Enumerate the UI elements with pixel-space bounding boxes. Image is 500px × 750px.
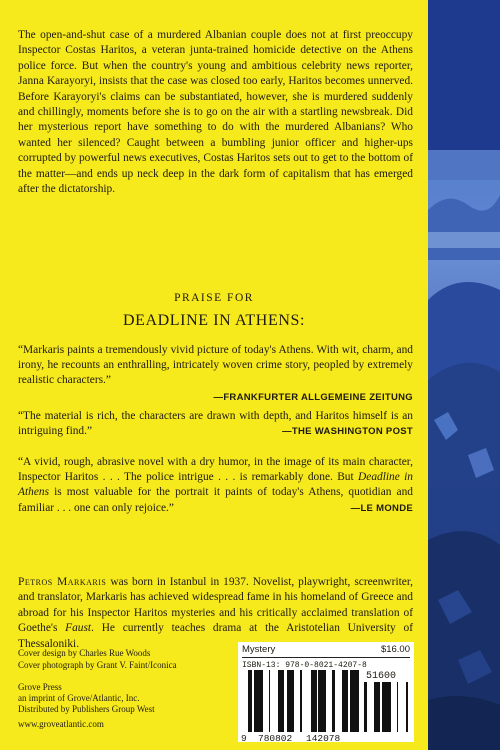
publisher-info xyxy=(18,682,155,715)
barcode-bar xyxy=(385,682,386,732)
barcode-bar xyxy=(288,670,290,732)
barcode-bar xyxy=(248,670,251,732)
praise-book-title: DEADLINE IN ATHENS: xyxy=(122,312,306,329)
faust-title: Faust xyxy=(65,622,92,635)
review-source: —LE MONDE xyxy=(350,502,413,514)
barcode-bar xyxy=(258,670,260,732)
review-quote-text-cont: is most valuable for the portrait it paints of today's Athens, quotidian and familiar . . . one can only rejoice.” xyxy=(18,486,413,514)
barcode-bar xyxy=(320,670,323,732)
praise-heading: PRAISE FOR xyxy=(174,292,254,304)
barcode-bar xyxy=(312,670,314,732)
barcode-bar xyxy=(376,682,379,732)
barcode-bar xyxy=(257,670,258,732)
review-quote-text: “A vivid, rough, abrasive novel with a dry humor, in the image of its main character, Inspector Haritos . . . The police intrigue . . . is remarkably done. But xyxy=(18,456,413,484)
barcode-bar xyxy=(290,670,293,732)
author-bio-text-end: . He currently teaches drama at the Aristotelian University of Thessaloniki. xyxy=(18,622,413,650)
barcode-bar xyxy=(269,670,270,732)
synopsis-paragraph: The open-and-shut case of a murdered Albanian couple does not at first preoccupy Inspector Costas Haritos, a veteran junta-trained homicide detective on the Athens police force. But when the country's young and ambitious celebrity news reporter, Janna Karayoryi, insists that the case was closed too early, Haritos becomes unnerved. Before Karayoryi's claims can be substantiated, however, she is murdered suddenly and chillingly, moments before she is to go on the air with a startling newsbreak. Did her mysterious report have something to do with the murdered Albanians? Who wanted her silenced? Caught between a bumbling junior officer and higher-ups corrupted by powerful news executives, Costas Haritos sets out to get to the bottom of the matter—and ends up neck deep in the dark form of capitalism that has emerged after the dictatorship. xyxy=(18,29,413,196)
barcode-bar xyxy=(374,682,376,732)
barcode-bar xyxy=(342,670,344,732)
barcode-bar xyxy=(278,670,281,732)
barcode-bar xyxy=(397,682,398,732)
barcode-bar xyxy=(281,670,282,732)
publisher-distributor: Distributed by Publishers Group West xyxy=(18,704,155,714)
barcode-bar xyxy=(386,682,388,732)
barcode-bar xyxy=(293,670,294,732)
barcode-bar xyxy=(323,670,324,732)
review-quote-text: “The material is rich, the characters are drawn with depth, and Haritos himself is an intriguing find.” xyxy=(18,410,413,438)
barcode-bar xyxy=(344,670,347,732)
author-name: Petros Markaris xyxy=(18,576,107,588)
review-quote-2 xyxy=(18,409,413,439)
barcode-bar xyxy=(379,682,380,732)
cover-credits xyxy=(18,648,177,671)
cover-design-credit: Cover design by Charles Rue Woods xyxy=(18,648,151,658)
price-label: $16.00 xyxy=(380,644,410,655)
book-title-italic: Deadline in Athens xyxy=(18,471,414,499)
barcode-digits-left: 780802 xyxy=(258,733,293,744)
barcode-bar xyxy=(332,670,335,732)
photo-illustration xyxy=(428,0,500,750)
barcode-bar xyxy=(260,670,263,732)
barcode-bar xyxy=(251,670,252,732)
barcode-label xyxy=(238,642,414,742)
author-bio-text: was born in Istanbul in 1937. Novelist, playwright, screenwriter, and translator, Markaris has achieved widespread fame in his homeland of Greece and abroad for his Inspector Haritos mysteries and his critically acclaimed translation of Goethe's xyxy=(18,576,414,635)
ean-barcode xyxy=(248,670,360,734)
barcode-bar xyxy=(350,670,353,732)
barcode-bar xyxy=(324,670,326,732)
price-code: 51600 xyxy=(366,671,397,682)
review-source: —THE WASHINGTON POST xyxy=(282,426,413,438)
barcode-digits-right: 142078 xyxy=(306,733,341,744)
review-source: —FRANKFURTER ALLGEMEINE ZEITUNG xyxy=(213,391,413,403)
barcode-bar xyxy=(282,670,284,732)
barcode-digit-prefix: 9 xyxy=(241,733,247,744)
barcode-bar xyxy=(354,670,356,732)
barcode-bar xyxy=(353,670,354,732)
barcode-bar xyxy=(382,682,385,732)
review-quote-1 xyxy=(18,343,413,405)
publisher-name: Grove Press xyxy=(18,682,62,692)
barcode-bar xyxy=(356,670,359,732)
cover-photo-strip xyxy=(428,0,500,750)
isbn-text: ISBN-13: 978-0-8021-4207-8 xyxy=(242,661,367,670)
barcode-bar xyxy=(318,670,320,732)
barcode-bar xyxy=(300,670,302,732)
genre-label: Mystery xyxy=(242,644,276,655)
author-bio xyxy=(18,575,413,652)
barcode-bar xyxy=(364,682,367,732)
barcode-bar xyxy=(388,682,391,732)
cover-photo-credit: Cover photograph by Grant V. Faint/Iconica xyxy=(18,659,177,670)
barcode-bar xyxy=(287,670,288,732)
barcode-bar xyxy=(311,670,312,732)
barcode-bar xyxy=(347,670,348,732)
barcode-bar xyxy=(406,682,408,732)
publisher-imprint: an imprint of Grove/Atlantic, Inc. xyxy=(18,693,140,703)
barcode-bar xyxy=(314,670,317,732)
review-quote-3 xyxy=(18,455,413,516)
review-quote-text: “Markaris paints a tremendously vivid picture of today's Athens. With wit, charm, and irony, he recounts an enthralling, intricately woven crime story, peopled by extremely realistic characters.” xyxy=(18,344,413,387)
barcode-bar xyxy=(254,670,257,732)
barcode-divider xyxy=(242,657,410,658)
price-addon-barcode xyxy=(364,682,408,734)
publisher-website: www.groveatlantic.com xyxy=(18,719,104,729)
